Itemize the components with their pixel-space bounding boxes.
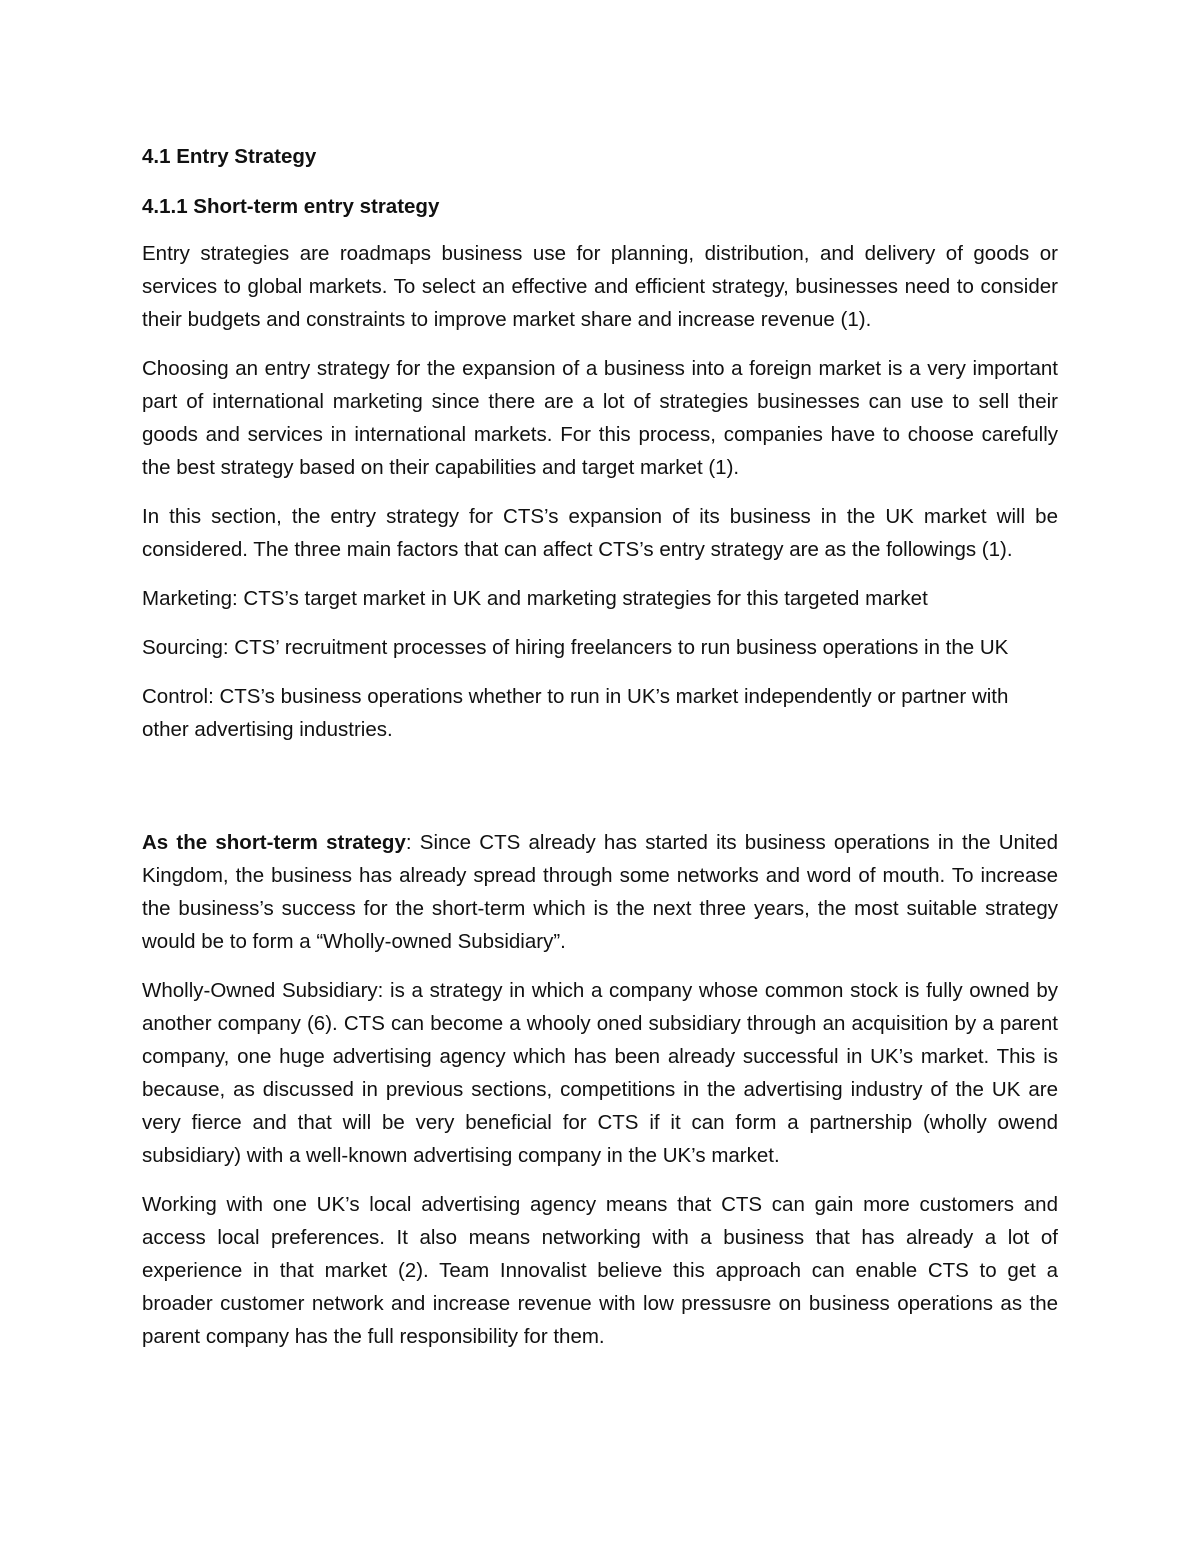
paragraph-working-with: Working with one UK’s local advertising agency means that CTS can gain more customers and access local preferences. It also means networking with a business that has already a lot of experience in that market (2). Team Innovalist believe this approach can enable CTS to get a broader customer network and increase revenue with low pressusre on business operations as the parent company has the full responsibility for them. <box>142 1193 1058 1348</box>
paragraph-entry-strategies: Entry strategies are roadmaps business use for planning, distribution, and delivery of goods or services to global markets. To select an effective and efficient strategy, businesses need to consider their budgets and constraints to improve market share and increase revenue (1). <box>142 242 1058 331</box>
paragraph-this-section: In this section, the entry strategy for CTS’s expansion of its business in the UK market will be considered. The three main factors that can affect CTS’s entry strategy are as the followings (1). <box>142 505 1058 561</box>
subsection-heading: 4.1.1 Short-term entry strategy <box>142 195 440 218</box>
paragraph-sourcing: Sourcing: CTS’ recruitment processes of hiring freelancers to run business operations in the UK <box>142 636 1009 659</box>
short-term-lead: As the short-term strategy <box>142 831 406 854</box>
paragraph-wholly-owned: Wholly-Owned Subsidiary: is a strategy in which a company whose common stock is fully owned by another company (6). CTS can become a whooly oned subsidiary through an acquisition by a parent company, one huge advertising agency which has been already successful in UK’s market. This is because, as discussed in previous sections, competitions in the advertising industry of the UK are very fierce and that will be very beneficial for CTS if it can form a partnership (wholly owend subsidiary) with a well-known advertising company in the UK’s market. <box>142 979 1058 1167</box>
document-body <box>142 140 1058 1369</box>
paragraph-control: Control: CTS’s business operations whether to run in UK’s market independently or partner with other advertising industries. <box>142 685 1009 741</box>
paragraph-short-term <box>142 826 1058 958</box>
short-term-text: : Since CTS already has started its business operations in the United Kingdom, the business has already spread through some networks and word of mouth. To increase the business’s success for the short-term which is the next three years, the most suitable strategy would be to form a “Wholly-owned Subsidiary”. <box>142 831 1058 953</box>
paragraph-choosing-strategy: Choosing an entry strategy for the expansion of a business into a foreign market is a very important part of international marketing since there are a lot of strategies businesses can use to sell their goods and services in international markets. For this process, companies have to choose carefully the best strategy based on their capabilities and target market (1). <box>142 357 1058 479</box>
spacer <box>142 762 1058 826</box>
paragraph-marketing: Marketing: CTS’s target market in UK and marketing strategies for this targeted market <box>142 587 928 610</box>
section-heading: 4.1 Entry Strategy <box>142 145 317 168</box>
